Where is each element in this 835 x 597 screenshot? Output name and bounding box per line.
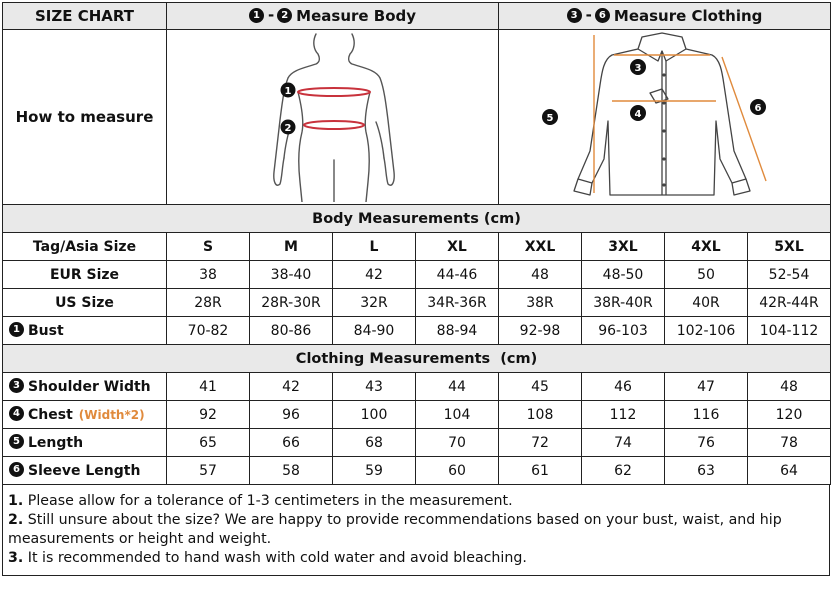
svg-text:5: 5: [546, 113, 553, 124]
step-badge: 2: [277, 8, 292, 23]
table-cell: 34R-36R: [416, 289, 499, 317]
note-item: [8, 511, 829, 549]
note-number: 1.: [8, 493, 24, 509]
row-label-text: Bust: [28, 322, 64, 339]
table-cell: 116: [665, 401, 748, 429]
table-cell: 92-98: [499, 317, 582, 345]
row-label-text: Chest: [28, 406, 73, 423]
measure-clothing-heading: 3 - 6 Measure Clothing: [499, 3, 831, 30]
table-cell: 96-103: [582, 317, 665, 345]
table-cell: 72: [499, 429, 582, 457]
table-cell: 120: [748, 401, 831, 429]
table-cell: 38: [167, 261, 250, 289]
table-cell: 64: [748, 457, 831, 485]
table-cell: 104: [416, 401, 499, 429]
size-label: XXL: [499, 233, 582, 261]
size-column-label: Tag/Asia Size: [3, 233, 167, 261]
table-cell: 76: [665, 429, 748, 457]
table-cell: 52-54: [748, 261, 831, 289]
step-badge: 6: [595, 8, 610, 23]
table-cell: 78: [748, 429, 831, 457]
svg-text:3: 3: [634, 63, 641, 74]
table-row: [3, 373, 831, 401]
table-cell: 46: [582, 373, 665, 401]
measure-body-heading: 1 - 2 Measure Body: [167, 3, 499, 30]
table-cell: 57: [167, 457, 250, 485]
table-cell: 28R-30R: [250, 289, 333, 317]
table-cell: 74: [582, 429, 665, 457]
table-cell: 38R: [499, 289, 582, 317]
table-cell: 44: [416, 373, 499, 401]
table-cell: 104-112: [748, 317, 831, 345]
table-row: [3, 317, 831, 345]
table-cell: 28R: [167, 289, 250, 317]
step-badge: 4: [9, 406, 24, 421]
chart-title: SIZE CHART: [3, 3, 167, 30]
table-cell: 65: [167, 429, 250, 457]
size-label: 5XL: [748, 233, 831, 261]
note-item: [8, 492, 829, 511]
table-row: [3, 401, 831, 429]
table-cell: 100: [333, 401, 416, 429]
table-cell: 58: [250, 457, 333, 485]
table-cell: 44-46: [416, 261, 499, 289]
table-cell: 42: [250, 373, 333, 401]
step-badge: 6: [9, 462, 24, 477]
body-section-header: [3, 205, 831, 233]
row-label: [3, 317, 167, 345]
note-text: It is recommended to hand wash with cold water and avoid bleaching.: [23, 550, 527, 566]
table-cell: 32R: [333, 289, 416, 317]
note-text: Still unsure about the size? We are happy to provide recommendations based on your bust, waist, and hip measurements or height and weight.: [8, 512, 782, 547]
width-note: (Width*2): [78, 407, 145, 422]
svg-text:2: 2: [284, 123, 291, 134]
table-cell: 70: [416, 429, 499, 457]
table-cell: 42: [333, 261, 416, 289]
table-cell: 70-82: [167, 317, 250, 345]
body-figure-cell: [167, 30, 499, 205]
table-cell: 80-86: [250, 317, 333, 345]
step-badge: 1: [9, 322, 24, 337]
table-cell: 92: [167, 401, 250, 429]
size-label: M: [250, 233, 333, 261]
care-notes: [2, 485, 830, 576]
table-cell: 88-94: [416, 317, 499, 345]
table-cell: 40R: [665, 289, 748, 317]
table-cell: 47: [665, 373, 748, 401]
table-row: [3, 429, 831, 457]
table-cell: 42R-44R: [748, 289, 831, 317]
table-cell: 102-106: [665, 317, 748, 345]
size-label: 3XL: [582, 233, 665, 261]
step-badge: 3: [9, 378, 24, 393]
table-cell: 108: [499, 401, 582, 429]
table-cell: 38-40: [250, 261, 333, 289]
svg-text:1: 1: [284, 86, 291, 97]
table-cell: 62: [582, 457, 665, 485]
step-badge: 3: [567, 8, 582, 23]
size-label: L: [333, 233, 416, 261]
table-cell: 48: [499, 261, 582, 289]
step-badge: 1: [249, 8, 264, 23]
row-label: EUR Size: [3, 261, 167, 289]
clothing-section-header: [3, 345, 831, 373]
row-label-text: Shoulder Width: [28, 378, 151, 395]
size-chart-table: [2, 2, 831, 485]
svg-text:6: 6: [754, 103, 761, 114]
table-cell: 66: [250, 429, 333, 457]
table-cell: 38R-40R: [582, 289, 665, 317]
size-label: 4XL: [665, 233, 748, 261]
table-cell: 41: [167, 373, 250, 401]
body-section-title: Body Measurements (cm): [3, 205, 831, 233]
shirt-illustration: [530, 31, 800, 203]
note-item: [8, 549, 829, 568]
table-cell: 84-90: [333, 317, 416, 345]
row-label: [3, 373, 167, 401]
row-label: [3, 457, 167, 485]
row-label: [3, 401, 167, 429]
table-row: [3, 261, 831, 289]
table-cell: 112: [582, 401, 665, 429]
size-label: XL: [416, 233, 499, 261]
size-chart: [2, 2, 833, 593]
body-silhouette-illustration: [258, 32, 408, 202]
table-cell: 43: [333, 373, 416, 401]
row-label: [3, 429, 167, 457]
step-badge: 5: [9, 434, 24, 449]
table-cell: 68: [333, 429, 416, 457]
table-row: [3, 457, 831, 485]
row-label-text: Length: [28, 434, 84, 451]
table-cell: 60: [416, 457, 499, 485]
how-to-measure-label: How to measure: [3, 30, 167, 205]
shirt-figure-cell: [499, 30, 831, 205]
size-header-row: [3, 233, 831, 261]
table-cell: 96: [250, 401, 333, 429]
table-cell: 63: [665, 457, 748, 485]
note-number: 2.: [8, 512, 24, 528]
table-cell: 61: [499, 457, 582, 485]
measure-clothing-label: Measure Clothing: [613, 7, 763, 25]
chart-header-row: [3, 3, 831, 30]
table-cell: 45: [499, 373, 582, 401]
table-cell: 48: [748, 373, 831, 401]
how-to-measure-row: [3, 30, 831, 205]
measure-body-label: Measure Body: [296, 7, 417, 25]
svg-text:4: 4: [634, 109, 641, 120]
row-label: US Size: [3, 289, 167, 317]
note-text: Please allow for a tolerance of 1-3 centimeters in the measurement.: [23, 493, 513, 509]
note-number: 3.: [8, 550, 24, 566]
row-label-text: Sleeve Length: [28, 462, 141, 479]
table-cell: 59: [333, 457, 416, 485]
table-row: [3, 289, 831, 317]
clothing-section-title: Clothing Measurements (cm): [3, 345, 831, 373]
table-cell: 48-50: [582, 261, 665, 289]
size-label: S: [167, 233, 250, 261]
table-cell: 50: [665, 261, 748, 289]
